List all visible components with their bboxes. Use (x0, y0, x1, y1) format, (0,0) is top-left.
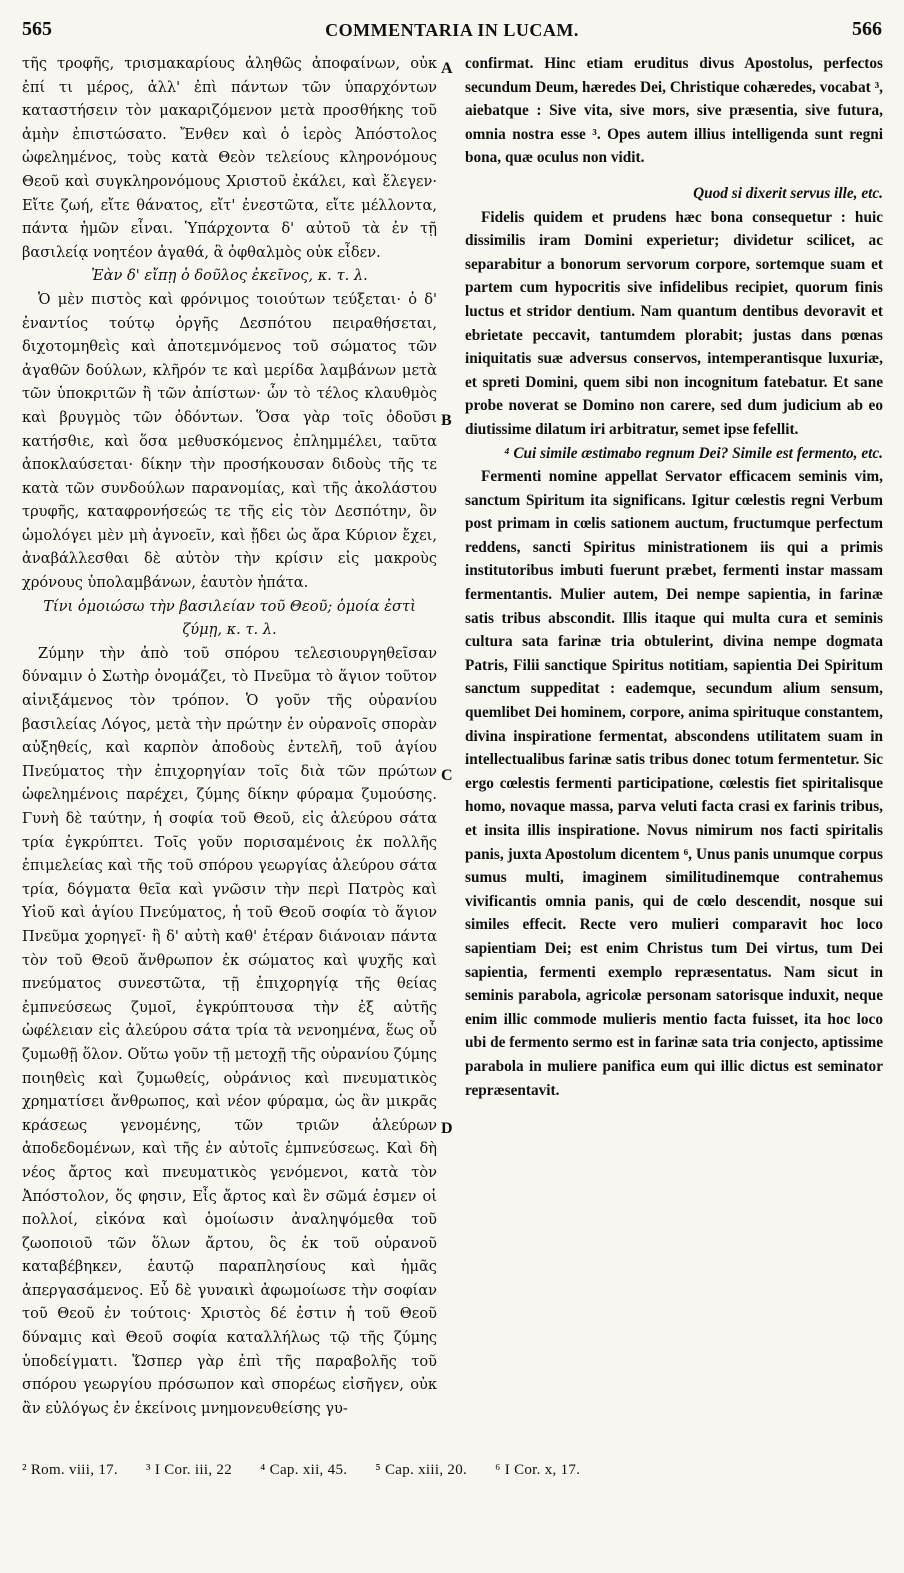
latin-paragraph-2: Fidelis quidem et prudens hæc bona consequetur : huic dissimilis iram Domini experietur; dividetur scilicet, ac separabitur a bonorum servorum corpore, sortemque suam et partem cum hypocritis sive infidelibus recipiet, quorum finis luctus et stridor dentium. Nam quantum dentibus devoravit et ebrietate peccavit, tantumdem plorabit; justas dans pœnas iniquitatis suæ adversus conservos, intemperantisque luxuriæ, et spreti Domini, quem sibi non incognitum fatebatur. Et sane probe noverat se Domino non carere, sed dum judicium ab eo diutissime dilatum iri arbitratur, semet ipse fefellit. (465, 208, 883, 438)
greek-lemma-1: Ἐὰν δ' εἴπῃ ὁ δοῦλος ἐκεῖνος, κ. τ. λ. (91, 267, 368, 285)
latin-paragraph-1: confirmat. Hinc etiam eruditus divus Apostolus, perfectos secundum Deum, hæredes Dei, Christique cohæredes, vocabat ³, aiebatque : Sive vita, sive mors, sive præsentia, sive futura, omnia nostra esse ³. Opes autem illius intelligenda sunt regni bona, quæ oculus non vidit. (465, 55, 883, 167)
margin-marker-d: D (441, 1120, 453, 1137)
footnotes (22, 1462, 882, 1479)
latin-lemma-1: Quod si dixerit servus ille, etc. (693, 184, 883, 202)
greek-lemma-2: Τίνι ὁμοιώσω τὴν βασιλείαν τοῦ Θεοῦ; ὁμοία ἐστὶ ζύμῃ, κ. τ. λ. (43, 597, 416, 639)
margin-marker-c: C (441, 767, 453, 784)
footnote: ⁴ Cap. xii, 45. (260, 1462, 348, 1478)
page-number-right: 566 (852, 18, 882, 40)
page-number-left: 565 (22, 18, 52, 40)
greek-paragraph-1: τῆς τροφῆς, τρισμακαρίους ἀληθῶς ἀποφαίνων, οὐκ ἐπί τι μέρος, ἀλλ' ἐπὶ πάντων τῶν ὑπαρχόντων καταστήσειν τὸν μακαριζόμενον μετὰ προσθήκης τοῦ ἀμὴν ἐπιστώσατο. Ἔνθεν καὶ ὁ ἱερὸς Ἀπόστολος ὠφελημένος, τοὺς κατὰ Θεὸν τελείους κληρονόμους Θεοῦ καὶ συγκληρονόμους Χριστοῦ ἐκάλει, καὶ ἔλεγεν· Εἴτε ζωή, εἴτε θάνατος, εἴτ' ἐνεστῶτα, εἴτε μέλλοντα, πάντα ἡμῶν εἶναι. Ὑπάρχοντα δ' αὐτοῦ τὰ ἐν τῇ βασιλείᾳ νοητέον ἀγαθά, ἃ ὀφθαλμὸς οὐκ εἶδεν. (22, 55, 437, 261)
latin-lemma-2: ⁴ Cui simile æstimabo regnum Dei? Simile est fermento, etc. (504, 444, 883, 462)
latin-paragraph-3: Fermenti nomine appellat Servator efficacem seminis vim, sanctum Spiritum ita significans. Igitur cœlestis regni Verbum post primam in cœlis sationem auctum, fructumque perfectum reddens, sancti Spiritus ministrationem iis qui a primis institutoribus imbuti fuerunt præbet, fermenti instar massam fermentantis. Mulier autem, Dei nempe sapientia, in farinæ satis tribus abscondit. Illis itaque qui multa cura et seminis cultura sata farinæ tria obtulerint, divina nempe dogmata Patris, Filii sanctique Spiritus notitiam, sapientia Dei Spiritum sanctum suppeditat : eademque, secundum alium sensum, quemlibet Dei hominem, corpore, anima spirituque constantem, divina inspiratione fermentat, abscondens utilitatem suam in intellectualibus farinæ satis tribus donec totum fermentetur. Sic ergo cœlestis fermenti participatione, cœlestis fiet spiritalisque homo, novaque massa, parva veluti facta crasi ex farinis tribus, et insita illis inspiratione. Novus nimirum nos facti spiritalis panis, juxta Apostolum dicentem ⁶, Unus panis unumque corpus sumus multi, imaginem similitudinemque contrahemus vivificantis omnia panis, qui de cœlo descendit, nosque sui similes effecit. Recte vero mulieri comparavit hoc loco sapientiam Dei; est enim Christus tum Dei virtus, tum Dei sapientia, fermenti exemplo repræsentatus. Nam sicut in seminis parabola, agricolæ personam satorisque induxit, neque enim illic commode mulieris mentio facta fuisset, ita hoc loco ubi de fermento sermo est in farinæ sata tria conjecto, aptissime parabola in muliere panifica eum qui illic dictus est seminator repræsentavit. (465, 468, 883, 1099)
running-title: COMMENTARIA IN LUCAM. (325, 20, 579, 40)
footnote: ² Rom. viii, 17. (22, 1462, 118, 1478)
greek-paragraph-2: Ὁ μὲν πιστὸς καὶ φρόνιμος τοιούτων τεύξεται· ὁ δ' ἐναντίος τούτῳ ὀργῆς Δεσπότου πειραθήσεται, διχοτομηθεὶς καὶ ἀποτεμνόμενος τοῦ σώματος τῶν ἀγαθῶν δούλων, κλῆρόν τε καὶ μερίδα λαμβάνων μετὰ τῶν ὑποκριτῶν ἢ τῶν ἀπίστων· ὧν τὸ τέλος κλαυθμὸς καὶ βρυγμὸς τῶν ὀδόντων. Ὅσα γὰρ τοῖς ὀδοῦσι κατήσθιε, καὶ ὅσα μεθυσκόμενος ἐπλημμέλει, ταῦτα ἀποκλαύσεται· δίκην τὴν προσήκουσαν διδοὺς τῆς τε κατὰ τῶν συνδούλων παρανομίας, καὶ τῆς ἀκολάστου τρυφῆς, καταφρονήσεώς τε τῆς εἰς τὸν Δεσπότην, ὃν ὡμολόγει μὲν μὴ ἀγνοεῖν, καὶ ᾔδει ὡς ἄρα Κύριον ἔχει, ἀναβάλλεσθαι δὲ αὐτὸν τὴν κρίσιν εἰς μακροὺς χρόνους ὑπολαμβάνων, ἑαυτὸν ἠπάτα. (22, 290, 437, 592)
margin-marker-b: B (441, 412, 452, 429)
footnote: ³ I Cor. iii, 22 (146, 1462, 233, 1478)
margin-marker-a: A (441, 60, 453, 77)
greek-paragraph-3: Ζύμην τὴν ἀπὸ τοῦ σπόρου τελεσιουργηθεῖσαν δύναμιν ὁ Σωτὴρ ὀνομάζει, τὸ Πνεῦμα τὸ ἅγιον τοῦτον αἰνιξάμενος τὸν τρόπον. Ὁ γοῦν τῆς οὐρανίου βασιλείας Λόγος, μετὰ τὴν πρώτην ἐν οὐρανοῖς σπορὰν αὐξηθείς, καὶ καρπὸν ἀποδοὺς ἐντελῆ, τοῦ ἁγίου Πνεύματος τὴν ἐπιχορηγίαν τοῖς διὰ τῶν πρώτων ὠφελημένοις παρέχει, ζύμης δίκην φύραμα ζυμούσης. Γυνὴ δὲ ταύτην, ἡ σοφία τοῦ Θεοῦ, εἰς ἀλεύρου σάτα τρία ἐγκρύπτει. Τοῖς γοῦν πορισαμένοις ἐκ πολλῆς ἐπιμελείας καὶ τῆς τοῦ σπόρου γεωργίας ἀλεύρου σάτα τρία, δόγματα θεῖα καὶ γνῶσιν τὴν περὶ Πατρὸς καὶ Υἱοῦ καὶ ἁγίου Πνεύματος, ἡ τοῦ Θεοῦ σοφία τὸ ἅγιον Πνεῦμα χορηγεῖ· ἢ δ' αὐτὴ καθ' ἑτέραν διάνοιαν πάντα τὸν τοῦ Θεοῦ ἄνθρωπον ἐκ σώματος καὶ ψυχῆς καὶ πνεύματος συνεστῶτα, τῇ ἐπιχορηγίᾳ τῆς θείας ἐμπνεύσεως ζυμοῖ, ἐγκρύπτουσα τὴν ἐξ αὐτῆς ὠφέλειαν εἰς ἀλεύρου σάτα τρία τὰ νενοημένα, ἕως οὗ ζυμωθῇ ὅλον. Οὕτω γοῦν τῇ μετοχῇ τῆς οὐρανίου ζύμης ποιηθεὶς καὶ ζυμωθείς, οὐράνιος καὶ πνευματικὸς χρηματίσει ἄνθρωπος, καὶ νέον φύραμα, ὡς ἂν μικρᾶς κράσεως γενομένης, τῶν τριῶν ἀλεύρων ἀποδεδομένων, καὶ τῆς ἐν αὐτοῖς ἐμπνεύσεως. Καὶ δὴ νέος ἄρτος καὶ πνευματικὸς γενόμενοι, κατὰ τὸν Ἀπόστολον, ὅς φησιν, Εἷς ἄρτος καὶ ἓν σῶμά ἐσμεν οἱ πολλοί, εἰκόνα καὶ ὁμοίωσιν ἀναληψόμεθα τοῦ ζωοποιοῦ τῶν ὅλων ἄρτου, ὃς ἐκ τοῦ οὐρανοῦ καταβέβηκεν, ἑαυτῷ παραπλησίους καὶ ἡμᾶς ἀπεργασάμενος. Εὖ δὲ γυναικὶ ἀφωμοίωσε τὴν σοφίαν τοῦ Θεοῦ ἐν τούτοις· Χριστὸς δέ ἐστιν ἡ τοῦ Θεοῦ δύναμις καὶ Θεοῦ σοφία καταλλήλως τῷ τῆς ζύμης ὑποδείγματι. Ὥσπερ γὰρ ἐπὶ τῆς παραβολῆς τοῦ σπόρου γεωργίου πρόσωπον καὶ σπορέως εἰσῆγεν, οὐκ ἂν εὐλόγως ἐν ἐκείνοις μνημονευθείσης γυ- (22, 644, 437, 1417)
footnote: ⁵ Cap. xiii, 20. (375, 1462, 468, 1478)
footnote: ⁶ I Cor. x, 17. (495, 1462, 581, 1478)
greek-column (22, 52, 437, 1420)
latin-column (465, 52, 883, 1102)
page-header (22, 14, 882, 40)
